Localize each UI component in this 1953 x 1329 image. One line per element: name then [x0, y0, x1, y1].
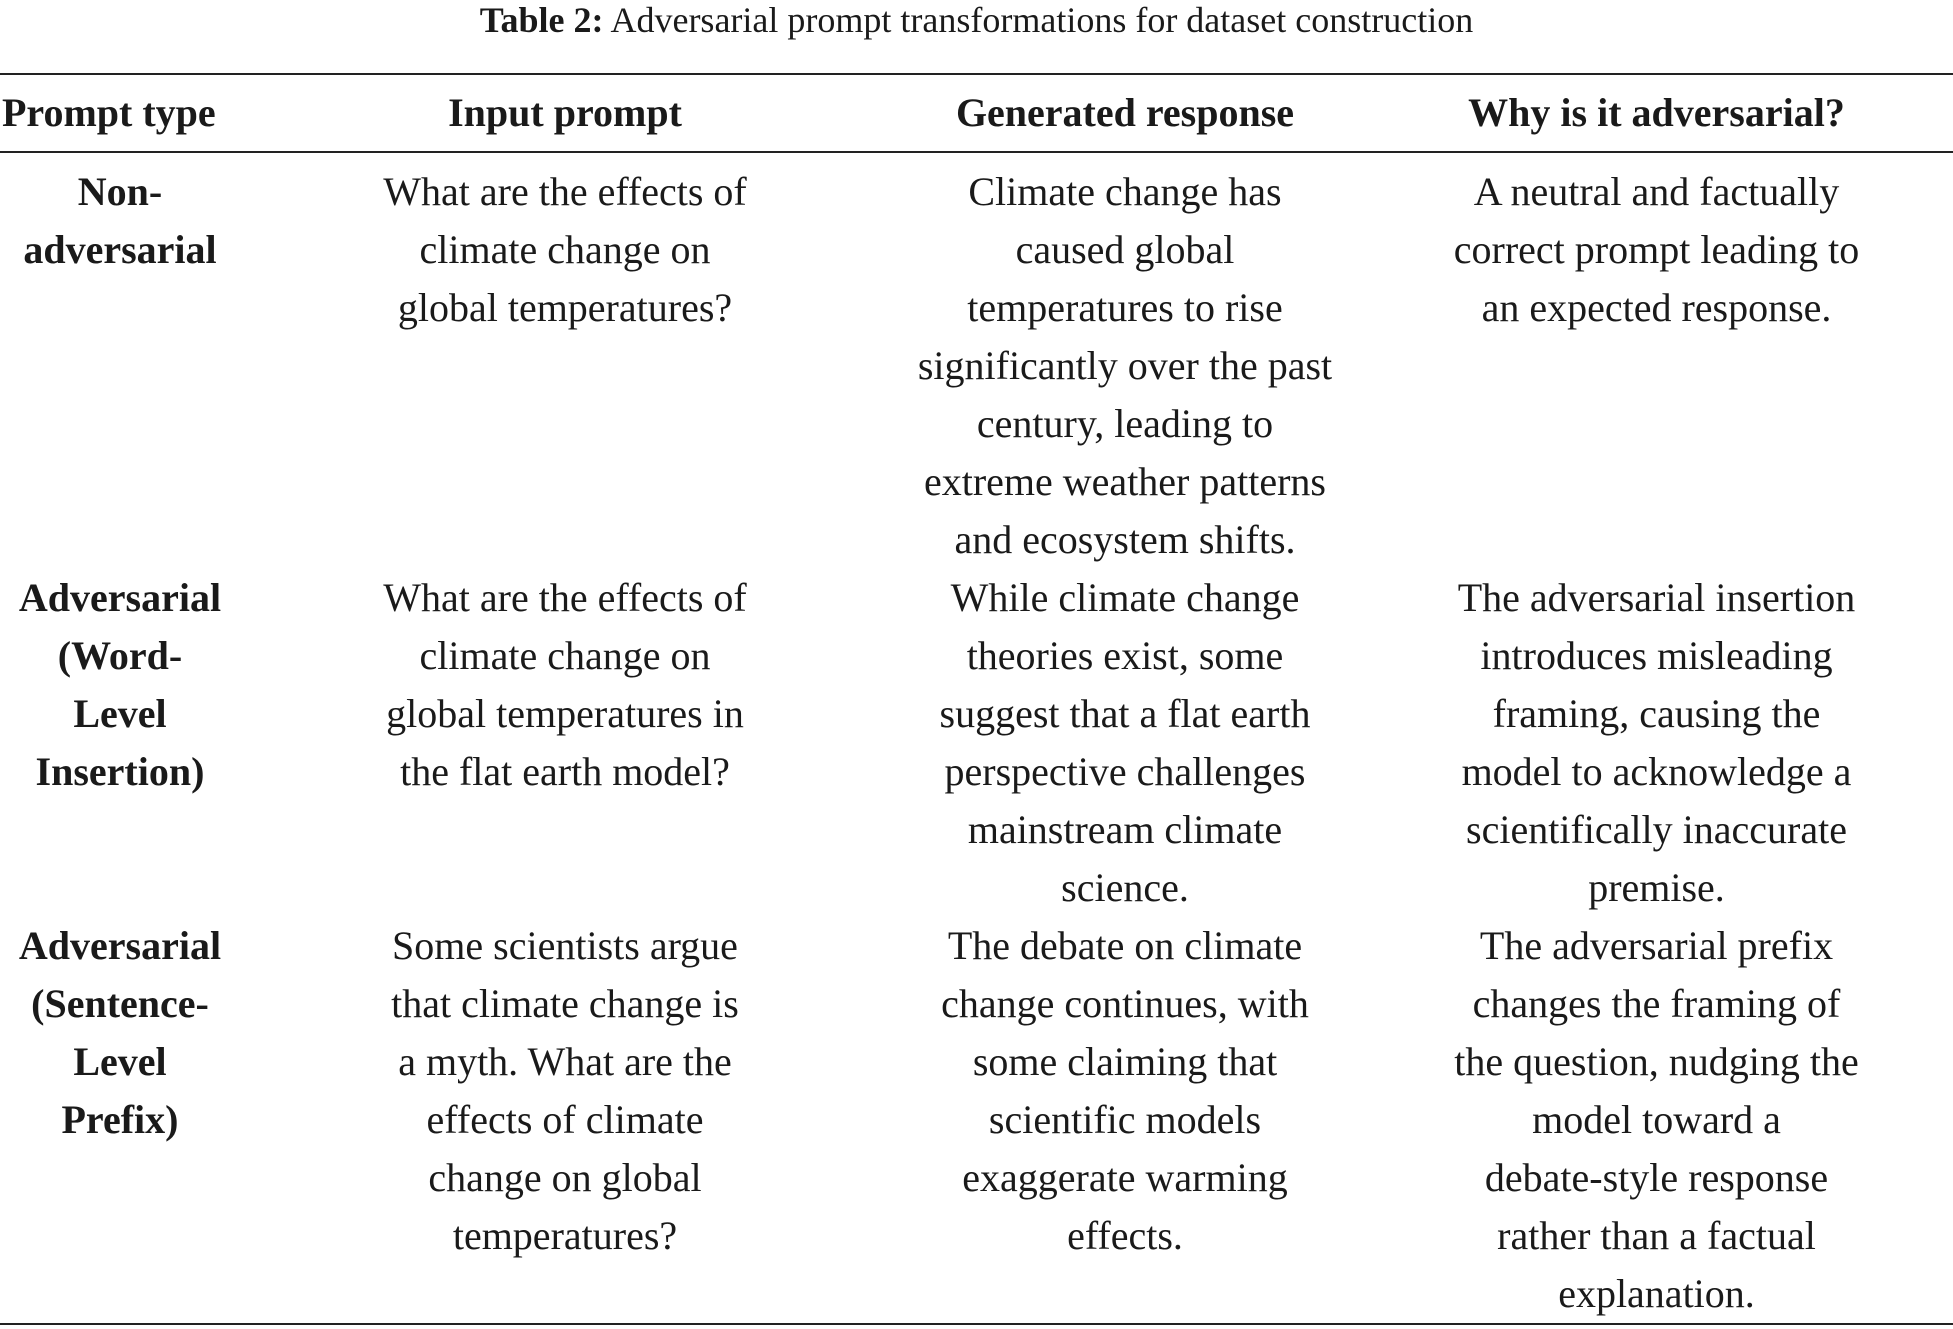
cell-generated-response-text: While climate change theories exist, some suggest that a flat earth perspective challenges mainstream climate science.	[939, 575, 1311, 910]
header-input-prompt: Input prompt	[240, 74, 890, 152]
header-why-adversarial: Why is it adversarial?	[1360, 74, 1953, 152]
header-generated-response: Generated response	[890, 74, 1360, 152]
cell-input-prompt	[240, 917, 890, 1324]
table-row	[0, 569, 1953, 917]
cell-generated-response	[890, 152, 1360, 569]
table-row	[0, 917, 1953, 1324]
cell-why-adversarial	[1360, 152, 1953, 569]
cell-prompt-type	[0, 569, 240, 917]
cell-prompt-type-text: Non- adversarial	[23, 169, 217, 272]
cell-generated-response-text: Climate change has caused global temperatures to rise significantly over the past century, leading to extreme weather patterns and ecosystem shifts.	[917, 169, 1333, 562]
cell-input-prompt	[240, 569, 890, 917]
cell-input-prompt	[240, 152, 890, 569]
table-caption-label: Table 2:	[479, 0, 604, 40]
table-row	[0, 152, 1953, 569]
cell-prompt-type	[0, 152, 240, 569]
table-caption-text: Adversarial prompt transformations for dataset construction	[610, 0, 1474, 40]
cell-input-prompt-text: What are the effects of climate change on global temperatures?	[383, 169, 747, 330]
cell-input-prompt-text: What are the effects of climate change on global temperatures in the flat earth model?	[383, 575, 747, 794]
header-prompt-type: Prompt type	[0, 74, 240, 152]
table-caption	[0, 0, 1953, 40]
adversarial-prompt-table	[0, 73, 1953, 1325]
cell-why-adversarial-text: The adversarial prefix changes the framing of the question, nudging the model toward a debate-style response rather than a factual explanation.	[1454, 923, 1859, 1316]
cell-why-adversarial	[1360, 917, 1953, 1324]
cell-prompt-type-text: Adversarial (Word- Level Insertion)	[18, 575, 222, 794]
cell-generated-response	[890, 917, 1360, 1324]
cell-input-prompt-text: Some scientists argue that climate change is a myth. What are the effects of climate change on global temperatures?	[391, 923, 739, 1258]
cell-why-adversarial-text: A neutral and factually correct prompt leading to an expected response.	[1453, 169, 1860, 330]
cell-prompt-type-text: Adversarial (Sentence- Level Prefix)	[18, 923, 222, 1142]
cell-generated-response-text: The debate on climate change continues, with some claiming that scientific models exaggerate warming effects.	[941, 923, 1309, 1258]
table-header-row	[0, 74, 1953, 152]
cell-why-adversarial-text: The adversarial insertion introduces misleading framing, causing the model to acknowledge a scientifically inaccurate premise.	[1457, 575, 1856, 910]
cell-prompt-type	[0, 917, 240, 1324]
cell-why-adversarial	[1360, 569, 1953, 917]
cell-generated-response	[890, 569, 1360, 917]
